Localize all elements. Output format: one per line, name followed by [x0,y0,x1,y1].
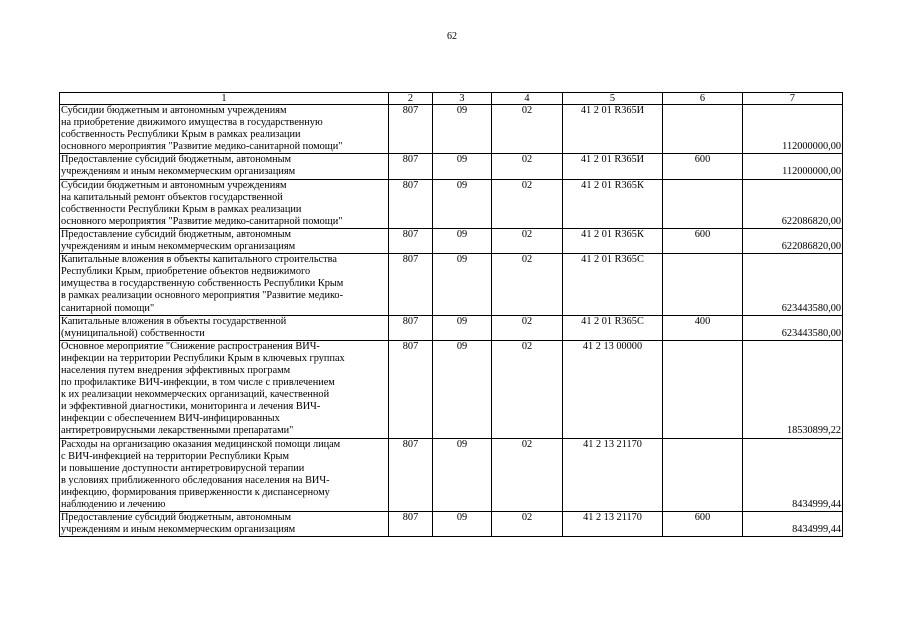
expense-type-code: 600 [663,512,743,537]
subsection-code: 02 [492,315,563,340]
subsection-code: 02 [492,254,563,315]
ministry-code: 807 [389,105,433,154]
target-article-code: 41 2 13 21170 [563,438,663,512]
header-col-6: 6 [663,93,743,105]
expense-name: Расходы на организацию оказания медицинской помощи лицам с ВИЧ-инфекцией на территории Республики Крым и повышение доступности антиретровирусной терапии в условиях приближенного обследования населения на ВИЧ- инфекцию, формирования приверженности к диспансерному наблюдению и лечению [60,438,389,512]
ministry-code: 807 [389,179,433,228]
header-col-1: 1 [60,93,389,105]
amount: 8434999,44 [743,438,843,512]
section-code: 09 [433,179,492,228]
expense-type-code [663,438,743,512]
target-article-code: 41 2 13 21170 [563,512,663,537]
budget-table [59,92,843,537]
amount: 8434999,44 [743,512,843,537]
table-row [60,228,843,253]
table-row [60,438,843,512]
subsection-code: 02 [492,105,563,154]
expense-name: Предоставление субсидий бюджетным, автономным учреждениям и иным некоммерческим организациям [60,512,389,537]
subsection-code: 02 [492,228,563,253]
target-article-code: 41 2 13 00000 [563,340,663,438]
target-article-code: 41 2 01 R365И [563,154,663,179]
expense-type-code: 400 [663,315,743,340]
expense-type-code: 600 [663,228,743,253]
section-code: 09 [433,228,492,253]
amount: 623443580,00 [743,254,843,315]
amount: 622086820,00 [743,228,843,253]
table-row [60,340,843,438]
amount: 112000000,00 [743,154,843,179]
section-code: 09 [433,340,492,438]
table-row [60,254,843,315]
ministry-code: 807 [389,254,433,315]
ministry-code: 807 [389,512,433,537]
section-code: 09 [433,154,492,179]
amount: 18530899,22 [743,340,843,438]
header-col-2: 2 [389,93,433,105]
expense-name: Субсидии бюджетным и автономным учреждениям на капитальный ремонт объектов государственной собственности Республики Крым в рамках реализации основного мероприятия "Развитие медико-санитарной помощи" [60,179,389,228]
amount: 112000000,00 [743,105,843,154]
subsection-code: 02 [492,512,563,537]
expense-name: Капитальные вложения в объекты государственной (муниципальной) собственности [60,315,389,340]
ministry-code: 807 [389,315,433,340]
target-article-code: 41 2 01 R365К [563,179,663,228]
table-row [60,512,843,537]
ministry-code: 807 [389,340,433,438]
header-col-7: 7 [743,93,843,105]
amount: 623443580,00 [743,315,843,340]
table-row [60,179,843,228]
table-row [60,315,843,340]
page-number: 62 [447,31,457,42]
ministry-code: 807 [389,228,433,253]
target-article-code: 41 2 01 R365С [563,315,663,340]
target-article-code: 41 2 01 R365И [563,105,663,154]
expense-name: Предоставление субсидий бюджетным, автономным учреждениям и иным некоммерческим организациям [60,228,389,253]
subsection-code: 02 [492,179,563,228]
subsection-code: 02 [492,438,563,512]
section-code: 09 [433,254,492,315]
table-row [60,154,843,179]
subsection-code: 02 [492,154,563,179]
expense-type-code [663,340,743,438]
section-code: 09 [433,512,492,537]
header-col-3: 3 [433,93,492,105]
header-col-4: 4 [492,93,563,105]
header-col-5: 5 [563,93,663,105]
target-article-code: 41 2 01 R365С [563,254,663,315]
expense-type-code [663,105,743,154]
expense-type-code [663,254,743,315]
expense-type-code [663,179,743,228]
section-code: 09 [433,105,492,154]
ministry-code: 807 [389,438,433,512]
subsection-code: 02 [492,340,563,438]
expense-name: Капитальные вложения в объекты капитального строительства Республики Крым, приобретение объектов недвижимого имущества в государственную собственность Республики Крым в рамках реализации основного мероприятия "Развитие медико- санитарной помощи" [60,254,389,315]
expense-name: Субсидии бюджетным и автономным учреждениям на приобретение движимого имущества в государственную собственность Республики Крым в рамках реализации основного мероприятия "Развитие медико-санитарной помощи" [60,105,389,154]
table-row [60,105,843,154]
table-header-row [60,93,843,105]
target-article-code: 41 2 01 R365К [563,228,663,253]
section-code: 09 [433,315,492,340]
expense-type-code: 600 [663,154,743,179]
amount: 622086820,00 [743,179,843,228]
expense-name: Основное мероприятие "Снижение распространения ВИЧ- инфекции на территории Республики Крым в ключевых группах населения путем внедрения эффективных программ по профилактике ВИЧ-инфекции, в том числе с привлечением к их реализации некоммерческих организаций, качественной и эффективной диагностики, мониторинга и лечения ВИЧ- инфекции с обеспечением ВИЧ-инфицированных антиретровирусными лекарственными препаратами" [60,340,389,438]
section-code: 09 [433,438,492,512]
ministry-code: 807 [389,154,433,179]
expense-name: Предоставление субсидий бюджетным, автономным учреждениям и иным некоммерческим организациям [60,154,389,179]
